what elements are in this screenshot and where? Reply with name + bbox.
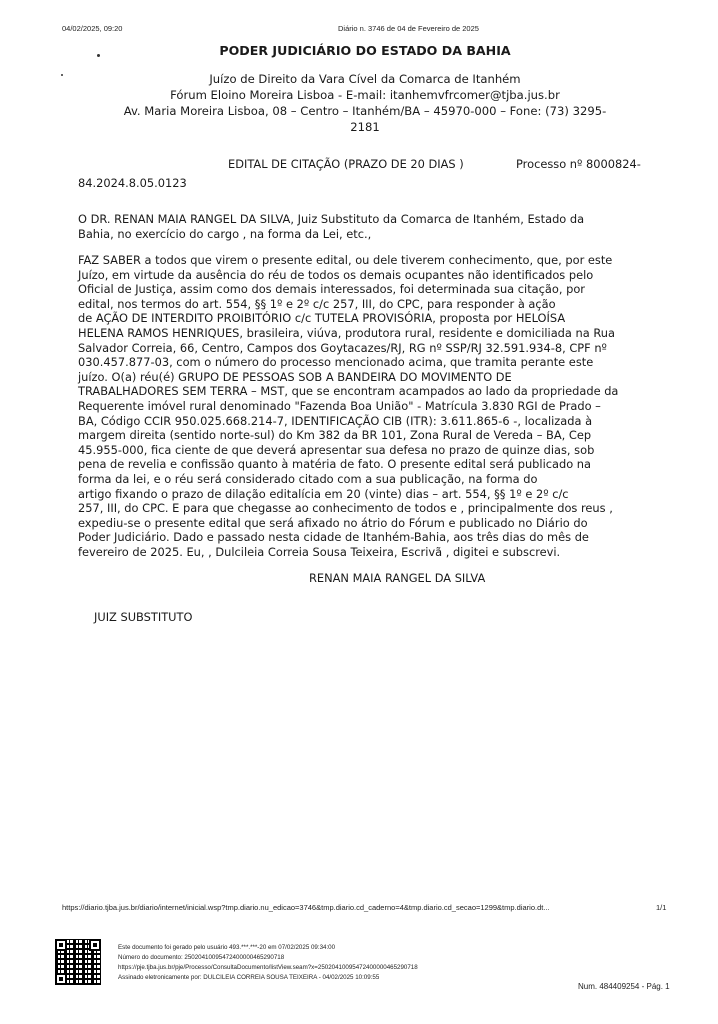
text-line: juízo. O(a) réu(é) GRUPO DE PESSOAS SOB A BANDEIRA DO MOVIMENTO DE bbox=[78, 369, 512, 384]
text-line: artigo fixando o prazo de dilação editalícia em 20 (vinte) dias – art. 554, §§ 1º e 2º c/c bbox=[78, 486, 569, 501]
text-line: Bahia, no exercício do cargo , na forma da Lei, etc., bbox=[78, 226, 372, 241]
text-line: HELENA RAMOS HENRIQUES, brasileira, viúva, produtora rural, residente e domiciliada na Rua bbox=[78, 325, 615, 340]
edital-body bbox=[78, 253, 686, 559]
text-line: Poder Judiciário. Dado e passado nesta cidade de Itanhém-Bahia, aos três dias do mês de bbox=[78, 530, 589, 545]
address-line-cont: 2181 bbox=[350, 120, 380, 134]
qr-code bbox=[55, 939, 101, 985]
gazette-header: Diário n. 3746 de 04 de Fevereiro de 2025 bbox=[338, 24, 479, 33]
address-line: Av. Maria Moreira Lisboa, 08 – Centro – Itanhém/BA – 45970-000 – Fone: (73) 3295- bbox=[123, 104, 607, 118]
judge-role: JUIZ SUBSTITUTO bbox=[94, 610, 193, 624]
text-line: 030.457.877-03, com o número do processo mencionado acima, que tramita perante este bbox=[78, 355, 594, 370]
text-line: Juízo, em virtude da ausência do réu de todos os demais ocupantes não identificados pelo bbox=[78, 267, 594, 282]
text-line: Oficial de Justiça, assim como dos demais interessados, foi determinada sua citação, por bbox=[78, 282, 585, 297]
text-line: FAZ SABER a todos que virem o presente edital, ou dele tiverem conhecimento, que, por este bbox=[78, 253, 613, 267]
doc-generated: Este documento foi gerado pelo usuário 493.***.***-20 em 07/02/2025 09:34:00 bbox=[118, 944, 336, 951]
diario-url-link[interactable]: https://diario.tjba.jus.br/diario/internet/inicial.wsp?tmp.diario.nu_edicao=3746&tmp.diario.cd_caderno=4&tmp.diario.cd_secao=1299&tmp.diario.dt... bbox=[62, 903, 550, 912]
doc-metadata bbox=[118, 943, 418, 983]
text-line: TRABALHADORES SEM TERRA – MST, que se encontram acampados ao lado da propriedade da bbox=[78, 384, 619, 399]
text-line: pena de revelia e confissão quanto à matéria de fato. O presente edital será publicado na bbox=[78, 457, 592, 472]
forum-email: Fórum Eloino Moreira Lisboa - E-mail: itanhemvfrcomer@tjba.jus.br bbox=[170, 88, 560, 102]
text-line: Salvador Correia, 66, Centro, Campos dos Goytacazes/RJ, RG nº SSP/RJ 32.591.934-8, CPF nº bbox=[78, 340, 607, 355]
qr-finder-mark bbox=[89, 939, 101, 951]
intro-paragraph bbox=[78, 212, 686, 241]
page-count: 1/1 bbox=[656, 903, 667, 912]
text-line: fevereiro de 2025. Eu, , Dulcileia Correia Sousa Teixeira, Escrivã , digitei e subscrevi. bbox=[78, 544, 561, 559]
doc-number: Número do documento: 25020410095472400000465290718 bbox=[118, 954, 285, 961]
text-line: Requerente imóvel rural denominado "Fazenda Boa União" - Matrícula 3.830 RGI de Prado – bbox=[78, 398, 601, 413]
court-title: PODER JUDICIÁRIO DO ESTADO DA BAHIA bbox=[219, 43, 511, 58]
judge-name: RENAN MAIA RANGEL DA SILVA bbox=[309, 571, 486, 585]
process-number: Processo nº 8000824- bbox=[516, 157, 641, 171]
text-line: margem direita (sentido norte-sul) do Km 382 da BR 101, Zona Rural de Vereda – BA, Cep bbox=[78, 428, 592, 443]
text-line: forma da lei, e o réu será considerado citado com a sua publicação, na forma do bbox=[78, 471, 538, 486]
print-datetime: 04/02/2025, 09:20 bbox=[62, 24, 123, 33]
process-number-cont: 84.2024.8.05.0123 bbox=[78, 176, 187, 190]
text-line: 257, III, do CPC. E para que chegasse ao conhecimento de todos e , principalmente dos reus , bbox=[78, 501, 613, 516]
text-line: de AÇÃO DE INTERDITO PROIBITÓRIO c/c TUTELA PROVISÓRIA, proposta por HELOÍSA bbox=[78, 311, 566, 326]
court-name: Juízo de Direito da Vara Cível da Comarca de Itanhém bbox=[209, 72, 521, 86]
signed-by: Assinado eletronicamente por: DULCILEIA CORREIA SOUSA TEIXEIRA - 04/02/2025 10:09:55 bbox=[118, 974, 380, 981]
doc-link[interactable]: https://pje.tjba.jus.br/pje/Processo/ConsultaDocumento/listView.seam?x=25020410095472400000465290718 bbox=[118, 964, 418, 971]
text-line: O DR. RENAN MAIA RANGEL DA SILVA, Juiz Substituto da Comarca de Itanhém, Estado da bbox=[78, 212, 585, 226]
qr-finder-mark bbox=[55, 939, 67, 951]
text-line: edital, nos termos do art. 554, §§ 1º e 2º c/c 257, III, do CPC, para responder à ação bbox=[78, 296, 556, 311]
qr-finder-mark bbox=[55, 973, 67, 985]
num-page: Num. 484409254 - Pág. 1 bbox=[578, 982, 670, 991]
text-line: BA, Código CCIR 950.025.668.214-7, IDENTIFICAÇÃO CIB (ITR): 3.611.865-6 -, localizada à bbox=[78, 413, 593, 428]
edital-heading: EDITAL DE CITAÇÃO (PRAZO DE 20 DIAS ) bbox=[228, 157, 464, 171]
text-line: 45.955-000, fica ciente de que deverá apresentar sua defesa no prazo de quinze dias, sob bbox=[78, 442, 595, 457]
text-line: expediu-se o presente edital que será afixado no átrio do Fórum e publicado no Diário do bbox=[78, 515, 588, 530]
